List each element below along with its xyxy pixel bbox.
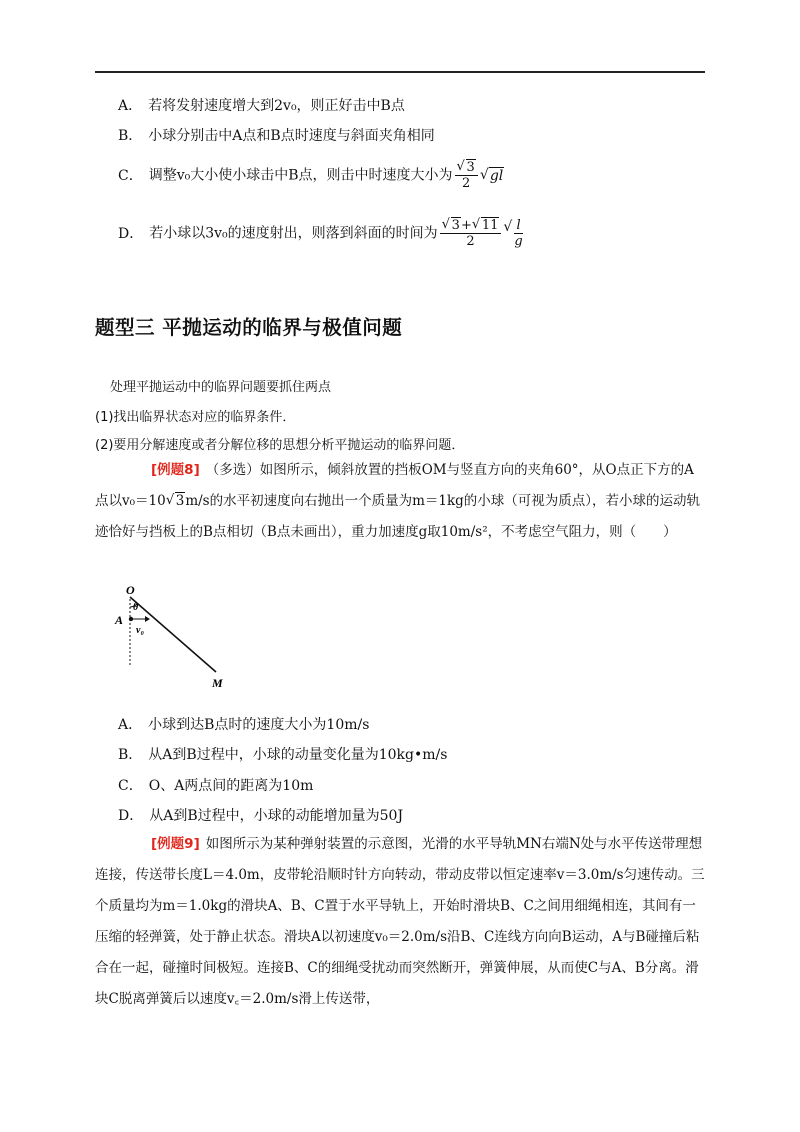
label-theta: θ xyxy=(133,602,139,613)
top-option-a: A． 若将发射速度增大到2v₀，则正好击中B点 xyxy=(118,98,405,114)
label-v0: v₀ xyxy=(136,625,144,636)
example-8-option-d: D． 从A到B过程中，小球的动能增加量为50J xyxy=(118,808,404,824)
example-8-option-b: B． 从A到B过程中，小球的动量变化量为10kg•m/s xyxy=(118,747,448,763)
intro-point-2: (2)要用分解速度或者分解位移的思想分析平抛运动的临界问题． xyxy=(95,438,465,453)
label-a: A xyxy=(115,613,124,627)
example-8-option-c: C． O、A两点间的距离为10m xyxy=(118,778,314,794)
top-option-d: D． 若小球以3v₀的速度射出，则落到斜面的时间为 √ $\frac{3+√ 11}{2}$ √ $\frac{l}{g}$ xyxy=(118,218,525,249)
intro-lead: 处理平抛运动中的临界问题要抓住两点 xyxy=(110,380,332,395)
fraction-d: √ $\frac{3+√ 11}{2}$ xyxy=(440,218,502,249)
intro-point-1: (1)找出临界状态对应的临界条件． xyxy=(95,410,296,425)
incline-figure xyxy=(112,585,242,695)
label-m: M xyxy=(212,676,223,690)
fraction-c: √ $\frac{3}{2}$ xyxy=(455,160,478,191)
section-heading: 题型三 平抛运动的临界与极值问题 xyxy=(95,316,403,339)
top-option-b: B． 小球分别击中A点和B点时速度与斜面夹角相同 xyxy=(118,128,435,144)
top-option-c: C． 调整v₀大小使小球击中B点，则击中时速度大小为 √ $\frac{3}{2}$ √ gl xyxy=(118,160,504,191)
example-8-tag: [例题8] xyxy=(151,462,200,478)
example-9: [例题9] 如图所示为某种弹射装置的示意图，光滑的水平导轨MN右端N处与水平传送带理想连接，传送带长度L＝4.0m，皮带轮沿顺时针方向转动，带动皮带以恒定速率v＝3.0m/s匀速传动。三个质量均为m＝1.0kg的滑块A、B、C置于水平导轨上，开始时滑块B、C之间用细绳相连，其间有一压缩的轻弹簧，处于静止状态。滑块A以初速度v₀＝2.0m/s沿B、C连线方向向B运动，A与B碰撞后粘合在一起，碰撞时间极短。连接B、C的细绳受扰动而突然断开，弹簧伸展，从而使C与A、B分离。滑块C脱离弹簧后以速度v꜀＝2.0m/s滑上传送带， xyxy=(95,836,705,1007)
example-8: [例题8] （多选）如图所示，倾斜放置的挡板OM与竖直方向的夹角60°，从O点正下方的A点以v₀＝10√ 3m/s的水平初速度向右抛出一个质量为m＝1kg的小球（可视为质点），若小球的运动轨迹恰好与挡板上的B点相切（B点未画出），重力加速度g取10m/s²，不考虑空气阻力，则（ ） xyxy=(95,455,707,548)
example-8-option-a: A． 小球到达B点时的速度大小为10m/s xyxy=(118,717,370,733)
header-rule xyxy=(95,71,705,73)
example-9-tag: [例题9] xyxy=(151,836,200,852)
label-o: O xyxy=(126,585,135,597)
